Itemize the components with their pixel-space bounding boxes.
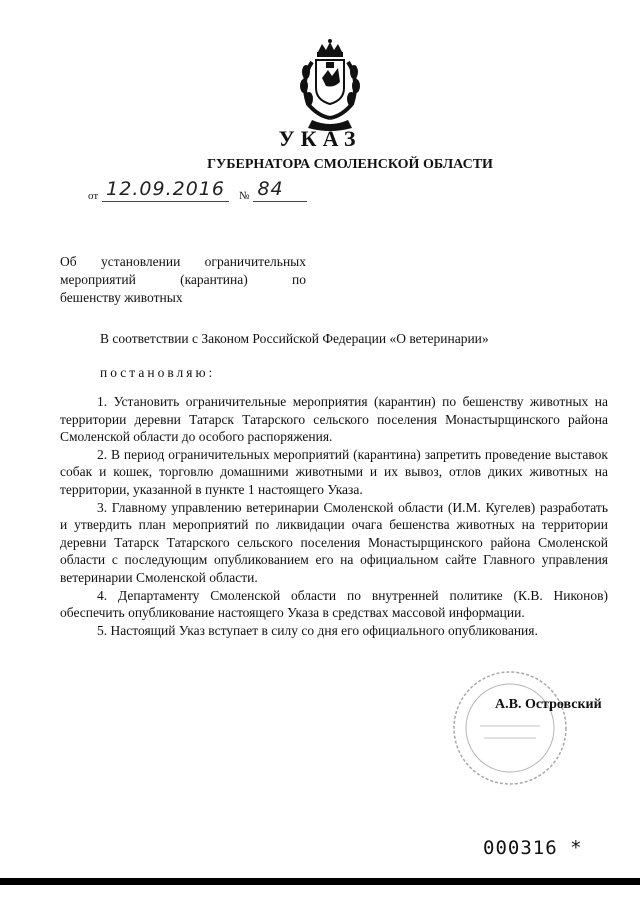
date-prefix: от [88, 190, 99, 202]
decree-paragraph: 3. Главному управлению ветеринарии Смоленской области (И.М. Кугелев) разработать и утвердить план мероприятий по ликвидации очага бешенства животных на территории деревни Татарск Татарского сельского поселения Монастырщинского района Смоленской области с последующим опубликованием его на официальном сайте Главного управления ветеринарии Смоленской области. [60, 499, 608, 585]
document-subtitle: ГУБЕРНАТОРА СМОЛЕНСКОЙ ОБЛАСТИ [207, 157, 493, 172]
date-number-line [88, 178, 307, 202]
decree-word: постановляю: [100, 365, 216, 380]
document-number-handwritten: 84 [253, 178, 307, 202]
bottom-border-line [0, 878, 640, 885]
decree-body [60, 393, 608, 639]
coat-of-arms-emblem [290, 38, 370, 134]
decree-paragraph: 4. Департаменту Смоленской области по внутренней политике (К.В. Никонов) обеспечить опубликование настоящего Указа в средствах массовой информации. [60, 587, 608, 621]
official-stamp [450, 668, 570, 788]
subject-line: мероприятий (карантина) по [60, 272, 306, 287]
decree-paragraph: 5. Настоящий Указ вступает в силу со дня его официального опубликования. [97, 622, 538, 638]
subject-line: бешенству животных [60, 290, 183, 305]
subject-line: Об установлении ограничительных [60, 254, 306, 269]
signatory-name: А.В. Островский [495, 697, 602, 712]
decree-paragraph: 1. Установить ограничительные мероприятия (карантин) по бешенству животных на территории деревни Татарск Татарского сельского поселения Монастырщинского района Смоленской области до особого распоряжения. [60, 394, 608, 445]
preamble-text: В соответствии с Законом Российской Федерации «О ветеринарии» [100, 331, 489, 346]
document-serial-number: 000316 * [483, 837, 583, 859]
document-title: УКАЗ [278, 126, 362, 151]
number-prefix: № [238, 190, 250, 202]
document-subject [60, 253, 306, 307]
document-date: 12.09.2016 [102, 178, 229, 202]
decree-paragraph: 2. В период ограничительных мероприятий (карантина) запретить проведение выставок собак и кошек, торговлю домашними животными и их вывоз, отлов диких животных на территории, указанной в пункте 1 настоящего Указа. [60, 446, 608, 497]
